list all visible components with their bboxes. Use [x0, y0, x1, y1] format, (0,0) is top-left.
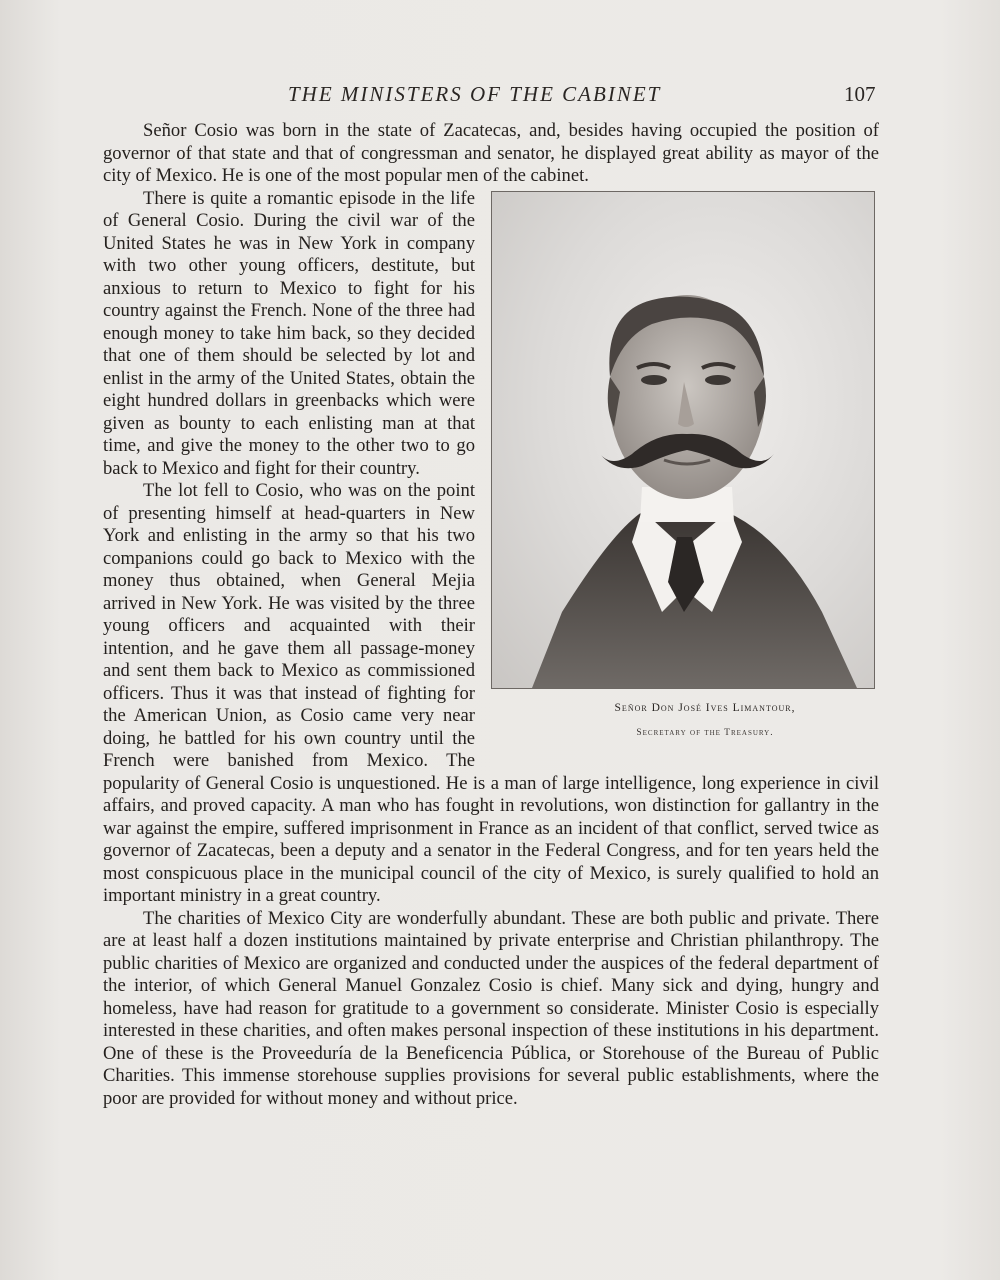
caption-title: Secretary of the Treasury.	[636, 728, 774, 738]
paragraph-4: The charities of Mexico City are wonderfully abundant. These are both public and private. There are at least half a dozen institutions maintained by private enterprise and Christian philanthropy. The public charities of Mexico are organized and conducted under the auspices of the federal department of the interior, of which General Manuel Gonzalez Cosio is chief. Many sick and dying, hungry and homeless, have had reason for gratitude to a government so considerate. Minister Cosio is especially interested in these charities, and often makes personal inspection of these institutions in his department. One of these is the Proveeduría de la Beneficencia Pública, or Storehouse of the Bureau of Public Charities. This immense storehouse supplies provisions for several public establishments, where the poor are provided for without money and without price.	[103, 907, 879, 1109]
portrait-illustration	[492, 192, 874, 688]
page-header	[0, 82, 1000, 110]
body-text	[103, 120, 879, 1110]
paragraph-1: Señor Cosio was born in the state of Zacatecas, and, besides having occupied the position of governor of that state and that of congressman and senator, he displayed great ability as mayor of the city of Mexico. He is one of the most popular men of the cabinet.	[103, 120, 879, 186]
caption-name: Señor Don José Ives Limantour,	[614, 701, 796, 714]
paragraph-3: The lot fell to Cosio, who was on the point of presenting himself at head-quarters in New York and enlisting in the army so that his two companions could go back to Mexico with the money thus obtained, when General Mejia arrived in New York. He was visited by the three young officers and acquainted with their intention, and he gave them all passage-money and sent them back to Mexico as commissioned officers. Thus it was that instead of fighting for the American Union, as Cosio came very near doing, he battled for his own country until the French were banished from Mexico. The popularity of General Cosio is unquestioned. He is a man of large intelligence, long experience in civil affairs, and proved capacity. A man who has fought in revolutions, won distinction for gallantry in the war against the empire, suffered imprisonment in France as an incident of that conflict, served twice as governor of Zacatecas, been a deputy and a senator in the Federal Congress, and for ten years held the most conspicuous place in the municipal council of the city of Mexico, is surely qualified to hold an important ministry in a great country.	[103, 480, 879, 906]
running-title: THE MINISTERS OF THE CABINET	[288, 82, 662, 106]
paragraph-2-text: There is quite a romantic episode in the life of General Cosio. During the civil war of the United States he was in New York in company with two other young officers, destitute, but anxious to return to Mexico to fight for his country against the French. None of the three had enough money to take him back, so they decided that one of them should be selected by lot and enlist in the army of the United States, obtain the eight hundred dollars in greenbacks which were given as bounty to each enlisting man at that time, and give the money to the other two to go back to Mexico and fight for their country.	[103, 187, 475, 479]
portrait-photo	[491, 191, 875, 689]
page-number: 107	[844, 82, 876, 106]
portrait-figure	[491, 191, 879, 745]
